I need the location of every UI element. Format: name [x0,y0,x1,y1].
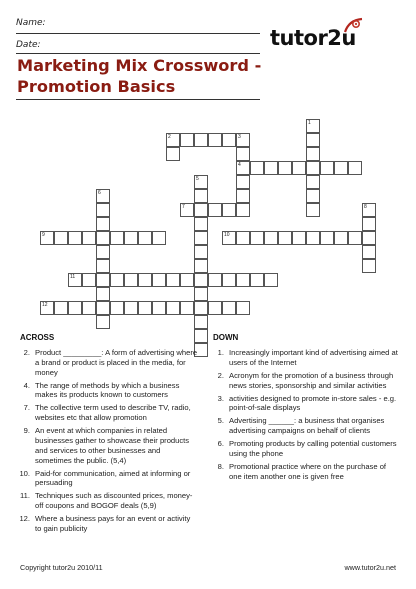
crossword-cell[interactable] [362,245,376,259]
crossword-cell[interactable] [138,231,152,245]
crossword-cell[interactable] [320,231,334,245]
down-clue [212,348,398,368]
crossword-cell[interactable] [68,231,82,245]
clue-number: 3. [217,393,224,403]
crossword-cell[interactable] [236,147,250,161]
crossword-cell[interactable] [208,203,222,217]
crossword-cell[interactable] [96,273,110,287]
crossword-cell[interactable] [152,301,166,315]
crossword-cell[interactable] [306,175,320,189]
clue-number: 2. [23,348,30,357]
crossword-cell[interactable] [166,301,180,315]
crossword-cell[interactable] [292,231,306,245]
crossword-cell[interactable] [306,203,320,217]
crossword-cell[interactable] [96,231,110,245]
crossword-cell[interactable] [152,273,166,287]
crossword-cell[interactable] [138,273,152,287]
clue-number-7: 7 [182,204,185,210]
crossword-cell[interactable] [96,217,110,231]
crossword-cell[interactable] [236,301,250,315]
crossword-cell[interactable] [194,301,208,315]
crossword-cell[interactable] [236,273,250,287]
crossword-cell[interactable] [236,203,250,217]
crossword-cell[interactable] [194,231,208,245]
clue-number: 5. [217,416,224,426]
logo: tutor2u [270,26,356,50]
crossword-cell[interactable] [194,133,208,147]
crossword-cell[interactable] [194,329,208,343]
crossword-cell[interactable] [166,273,180,287]
crossword-cell[interactable] [208,273,222,287]
clue-number: 2. [217,370,224,380]
down-clue-list [212,348,398,485]
clue-number-12: 12 [42,302,48,308]
down-clue [212,394,398,414]
crossword-cell[interactable] [96,245,110,259]
clue-number: 12. [19,514,30,524]
clue-text: Advertising ______: a business that organises advertising campaigns on behalf of clients [229,416,385,436]
clue-number: 9. [23,426,30,436]
clue-number: 10. [19,468,30,478]
crossword-cell[interactable] [362,259,376,273]
crossword-cell[interactable] [362,217,376,231]
crossword-cell[interactable] [82,273,96,287]
crossword-cell[interactable] [96,203,110,217]
crossword-cell[interactable] [194,245,208,259]
crossword-cell[interactable] [138,301,152,315]
crossword-cell[interactable] [348,161,362,175]
down-clue [212,462,398,482]
clue-text: Acronym for the promotion of a business through news stories, sponsorship and similar activities [229,370,394,390]
crossword-cell[interactable] [208,133,222,147]
crossword-cell[interactable] [222,133,236,147]
across-clue [18,469,198,489]
across-clue [18,426,198,465]
clue-number-11: 11 [70,274,76,280]
crossword-cell[interactable] [166,147,180,161]
clue-number-10: 10 [224,232,230,238]
clue-text: Promotional practice where on the purchase of one item another one is given free [229,461,387,481]
clue-text: Techniques such as discounted prices, money-off coupons and BOGOF deals (5,9) [35,491,193,511]
crossword-cell[interactable] [306,231,320,245]
crossword-cell[interactable] [306,161,320,175]
crossword-cell[interactable] [68,301,82,315]
crossword-cell[interactable] [152,231,166,245]
crossword-cell[interactable] [362,231,376,245]
title-line-2: Promotion Basics [17,77,176,96]
down-heading: DOWN [213,333,239,342]
clue-text: Where a business pays for an event or activity to gain publicity [35,514,191,533]
crossword-cell[interactable] [180,133,194,147]
clue-text: An event at which companies in related businesses gather to showcase their products and services to other businesses and sometimes the public. (5,4) [35,426,190,465]
crossword-cell[interactable] [180,301,194,315]
clue-text: activities designed to promote in-store sales - e.g. point-of-sale displays [229,393,397,413]
crossword-cell[interactable] [96,287,110,301]
crossword-cell[interactable] [194,287,208,301]
clue-text: Paid-for communication, aimed at informing or persuading [35,468,191,488]
crossword-cell[interactable] [194,217,208,231]
website-url: www.tutor2u.net [344,563,396,572]
crossword-cell[interactable] [236,189,250,203]
crossword-cell[interactable] [222,301,236,315]
down-clue [212,439,398,459]
clue-number-1: 1 [308,120,311,126]
crossword-cell[interactable] [96,259,110,273]
crossword-cell[interactable] [124,231,138,245]
clue-number: 7. [23,403,30,413]
across-clue [18,381,198,401]
crossword-cell[interactable] [208,301,222,315]
crossword-cell[interactable] [222,273,236,287]
down-clue [212,371,398,391]
crossword-cell[interactable] [54,301,68,315]
crossword-cell[interactable] [96,315,110,329]
crossword-cell[interactable] [110,301,124,315]
crossword-cell[interactable] [306,189,320,203]
clue-number-9: 9 [42,232,45,238]
clue-number-2: 2 [168,134,171,140]
across-clue [18,348,198,377]
clue-number-3: 3 [238,134,241,140]
across-clue [18,491,198,511]
clue-text: The collective term used to describe TV, radio, websites etc that allow promotion [35,403,191,423]
across-heading: ACROSS [20,333,55,342]
clue-number-4: 4 [238,162,241,168]
clue-number: 4. [23,380,30,390]
crossword-cell[interactable] [82,301,96,315]
crossword-cell[interactable] [292,161,306,175]
crossword-cell[interactable] [250,273,264,287]
across-clue [18,403,198,423]
clue-number-8: 8 [364,204,367,210]
crossword-cell[interactable] [194,315,208,329]
title-line-1: Marketing Mix Crossword - [17,56,262,75]
crossword-cell[interactable] [194,273,208,287]
crossword-cell[interactable] [264,161,278,175]
crossword-cell[interactable] [110,273,124,287]
crossword-cell[interactable] [236,231,250,245]
crossword-cell[interactable] [250,161,264,175]
copyright-text: Copyright tutor2u 2010/11 [20,563,103,572]
clue-text: Promoting products by calling potential customers using the phone [229,439,397,458]
crossword-cell[interactable] [278,231,292,245]
crossword-cell[interactable] [348,231,362,245]
crossword-cell[interactable] [222,203,236,217]
across-clue-list [18,348,198,537]
crossword-cell[interactable] [124,273,138,287]
clue-number: 8. [217,461,224,471]
crossword-cell[interactable] [264,231,278,245]
clue-text: The range of methods by which a business makes its products known to customers [35,380,180,400]
down-clue [212,416,398,436]
date-label: Date: [16,40,41,50]
clue-number-6: 6 [98,190,101,196]
crossword-cell[interactable] [96,301,110,315]
crossword-cell[interactable] [110,231,124,245]
crossword-cell[interactable] [194,203,208,217]
crossword-cell[interactable] [82,231,96,245]
clue-number-5: 5 [196,176,199,182]
across-clue [18,514,198,534]
crossword-cell[interactable] [306,133,320,147]
crossword-cell[interactable] [250,231,264,245]
clue-number: 6. [217,439,224,449]
crossword-cell[interactable] [320,161,334,175]
crossword-cell[interactable] [194,259,208,273]
crossword-cell[interactable] [264,273,278,287]
crossword-cell[interactable] [194,189,208,203]
crossword-cell[interactable] [124,301,138,315]
clue-text: Increasingly important kind of advertising aimed at users of the Internet [229,348,398,367]
clue-number: 11. [20,491,30,501]
crossword-cell[interactable] [236,175,250,189]
crossword-cell[interactable] [334,231,348,245]
crossword-cell[interactable] [278,161,292,175]
clue-text: Product _________: A form of advertising where a brand or product is placed in the media, for money [35,348,198,377]
clue-number: 1. [217,348,224,357]
crossword-cell[interactable] [306,147,320,161]
name-label: Name: [16,18,46,28]
crossword-cell[interactable] [334,161,348,175]
crossword-cell[interactable] [54,231,68,245]
crossword-cell[interactable] [180,273,194,287]
